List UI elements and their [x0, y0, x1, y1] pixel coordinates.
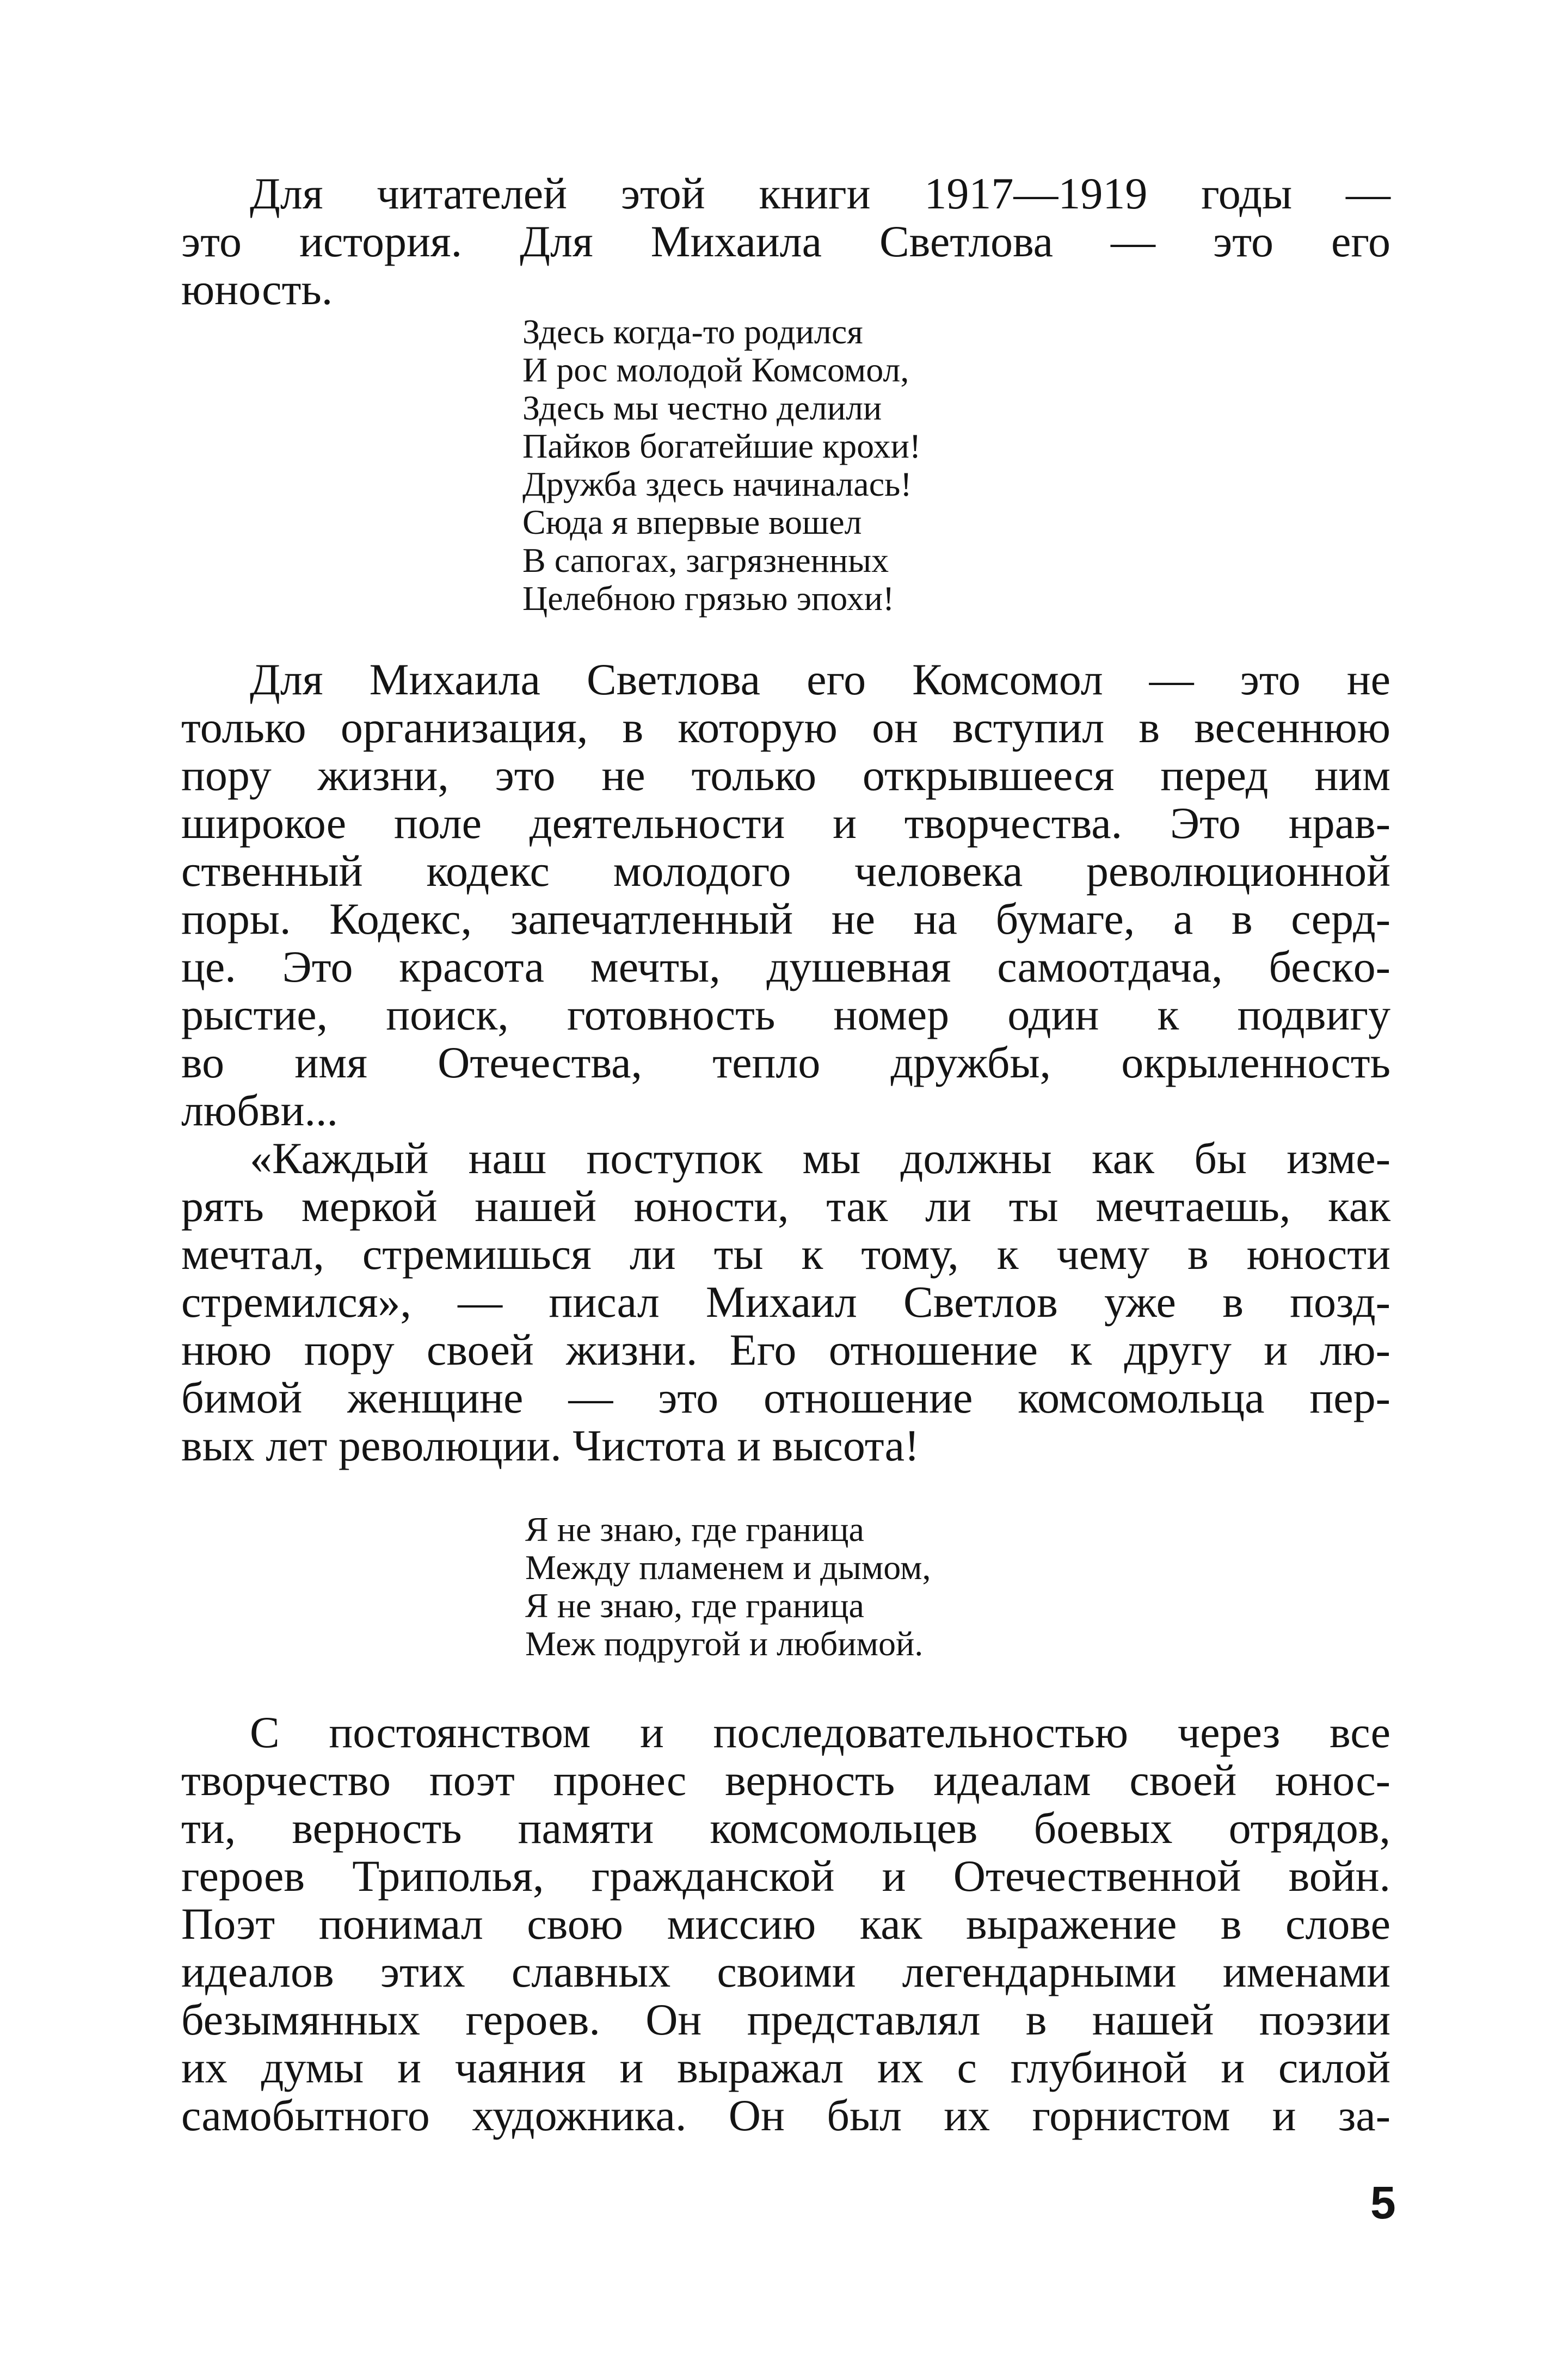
text-line: поры. Кодекс, запечатленный не на бумаге, а в серд- — [181, 894, 1390, 944]
text-line: це. Это красота мечты, душевная самоотдача, бескo- — [181, 942, 1390, 991]
poem-line: Я не знаю, где граница — [525, 1586, 864, 1625]
poem-line: Здесь когда-то родился — [522, 312, 863, 351]
text-line: идеалов этих славных своими легендарными именами — [181, 1947, 1390, 1996]
text-line: их думы и чаяния и выражал их с глубиной и силой — [181, 2043, 1390, 2092]
text-line: это история. Для Михаила Светлова — это его — [181, 217, 1390, 266]
text-line: ственный кодекс молодого человека революционной — [181, 846, 1390, 896]
paragraph-legacy — [181, 1709, 1390, 2139]
poem-line: Пайков богатейшие крохи! — [522, 427, 921, 465]
text-line: бимой женщине — это отношение комсомольца пер- — [181, 1373, 1390, 1422]
paragraph-quote — [181, 1134, 1390, 1470]
page-number: 5 — [1370, 2177, 1396, 2228]
text-line: Для читателей этой книги 1917—1919 годы — — [250, 169, 1390, 218]
text-line: самобытного художника. Он был их горнистом и за- — [181, 2091, 1390, 2140]
text-line: стремился», — писал Михаил Светлов уже в позд- — [181, 1277, 1390, 1327]
poem-line: Меж подругой и любимой. — [525, 1624, 924, 1663]
poem-stanza-2 — [525, 1510, 931, 1663]
text-line: героев Триполья, гражданской и Отечественной войн. — [181, 1851, 1390, 1901]
poem-line: В сапогах, загрязненных — [522, 541, 889, 579]
text-line: мечтал, стремишься ли ты к тому, к чему в юности — [181, 1229, 1390, 1279]
text-line: безымянных героев. Он представлял в нашей поэзии — [181, 1995, 1390, 2044]
poem-line: И рос молодой Комсомол, — [522, 350, 909, 389]
text-line: во имя Отечества, тепло дружбы, окрыленность — [181, 1038, 1390, 1087]
text-line: широкое поле деятельности и творчества. Это нрав- — [181, 798, 1390, 848]
text-line: ти, верность памяти комсомольцев боевых отрядов, — [181, 1803, 1390, 1853]
text-line: С постоянством и последовательностью через все — [250, 1707, 1390, 1757]
text-line: Поэт понимал свою миссию как выражение в слове — [181, 1899, 1390, 1949]
text-line: вых лет революции. Чистота и высота! — [181, 1421, 920, 1470]
text-line: любви... — [181, 1086, 339, 1135]
text-line: творчество поэт пронес верность идеалам своей юнос- — [181, 1755, 1390, 1805]
poem-line: Между пламенем и дымом, — [525, 1548, 931, 1587]
poem-line: Целебною грязью эпохи! — [522, 579, 895, 618]
text-line: рять меркой нашей юности, так ли ты мечтаешь, как — [181, 1181, 1390, 1231]
text-line: юность. — [181, 264, 333, 314]
text-line: нюю пору своей жизни. Его отношение к другу и лю- — [181, 1325, 1390, 1374]
paragraph-komsomol — [181, 656, 1390, 1134]
text-line: пору жизни, это не только открывшееся перед ним — [181, 750, 1390, 800]
poem-stanza-1 — [522, 313, 921, 618]
text-line: только организация, в которую он вступил в весеннюю — [181, 702, 1390, 752]
poem-line: Дружба здесь начиналась! — [522, 465, 912, 503]
text-line: рыстие, поиск, готовность номер один к подвигу — [181, 990, 1390, 1039]
text-line: «Каждый наш поступок мы должны как бы изме- — [250, 1133, 1390, 1183]
poem-line: Я не знаю, где граница — [525, 1510, 864, 1549]
text-line: Для Михаила Светлова его Комсомол — это не — [250, 655, 1390, 704]
poem-line: Сюда я впервые вошел — [522, 503, 862, 541]
poem-line: Здесь мы честно делили — [522, 389, 882, 427]
paragraph-intro — [181, 170, 1390, 313]
